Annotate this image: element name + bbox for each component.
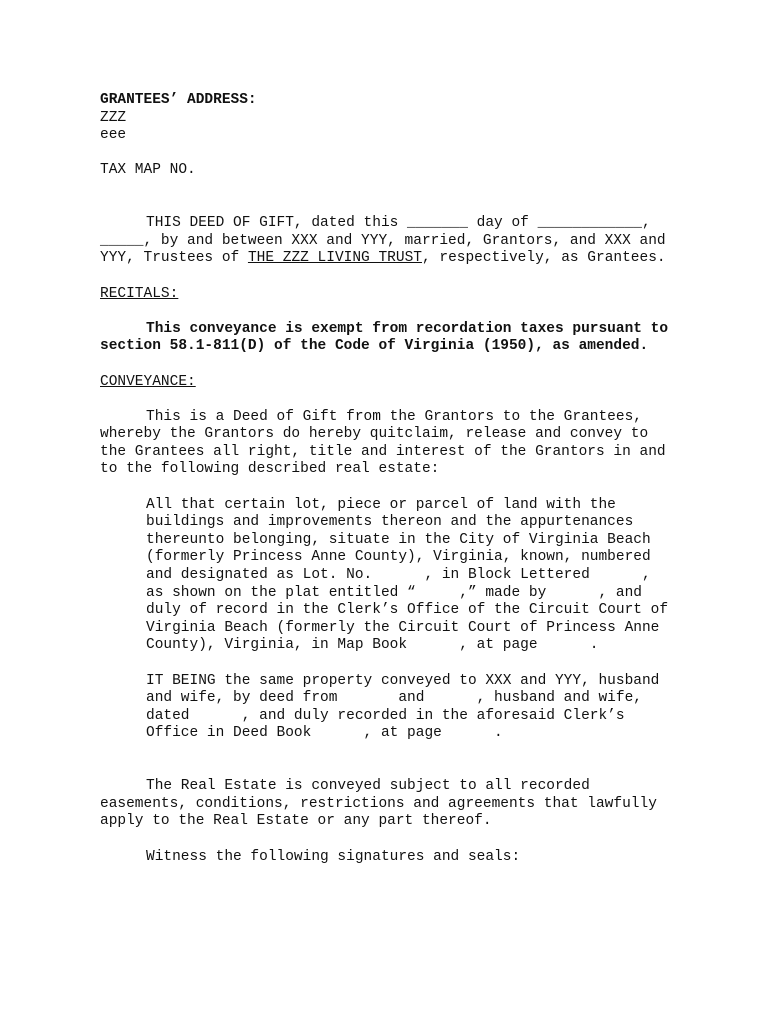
- description-line-3: thereunto belonging, situate in the City of Virginia Beach: [146, 531, 651, 548]
- conveyance-line-4: to the following described real estate:: [100, 461, 440, 478]
- being-line-2: and wife, by deed from and , husband and wife,: [146, 690, 642, 707]
- intro-line-2: _____, by and between XXX and YYY, married, Grantors, and XXX and: [100, 232, 666, 249]
- description-line-6: as shown on the plat entitled “ ,” made by , and: [146, 584, 642, 601]
- description-line-4: (formerly Princess Anne County), Virginia, known, numbered: [146, 549, 651, 566]
- description-line-7: duly of record in the Clerk’s Office of the Circuit Court of: [146, 602, 669, 619]
- description-line-1: All that certain lot, piece or parcel of land with the: [146, 496, 616, 513]
- description-line-8: Virginia Beach (formerly the Circuit Court of Princess Anne: [146, 619, 660, 636]
- conveyance-line-2: whereby the Grantors do hereby quitclaim, release and convey to: [100, 426, 649, 443]
- being-line-1: IT BEING the same property conveyed to XXX and YYY, husband: [146, 672, 660, 689]
- intro-line-3-pre: YYY, Trustees of: [100, 250, 248, 267]
- grantee-address-line-2: eee: [100, 127, 127, 144]
- intro-line-3: [100, 250, 700, 268]
- deed-document: [100, 92, 700, 866]
- subject-line-3: apply to the Real Estate or any part thereof.: [100, 813, 492, 830]
- grantee-address-line-1: ZZZ: [100, 109, 127, 126]
- grantees-address-label: GRANTEES’ ADDRESS:: [100, 92, 257, 108]
- conveyance-line-3: the Grantees all right, title and interest of the Grantors in and: [100, 443, 666, 460]
- being-line-3: dated , and duly recorded in the aforesaid Clerk’s: [146, 707, 625, 724]
- being-line-4: Office in Deed Book , at page .: [146, 725, 503, 742]
- recitals-heading: RECITALS:: [100, 285, 179, 302]
- recitals-line-2: section 58.1-811(D) of the Code of Virginia (1950), as amended.: [100, 338, 649, 355]
- description-line-9: County), Virginia, in Map Book , at page .: [146, 637, 599, 654]
- conveyance-line-1: This is a Deed of Gift from the Grantors to the Grantees,: [146, 408, 642, 425]
- description-line-5: and designated as Lot. No. , in Block Lettered ,: [146, 567, 651, 584]
- intro-line-3-post: , respectively, as Grantees.: [421, 250, 666, 267]
- subject-line-1: The Real Estate is conveyed subject to all recorded: [146, 778, 590, 795]
- tax-map-number: TAX MAP NO.: [100, 162, 196, 179]
- conveyance-heading: CONVEYANCE:: [100, 373, 196, 390]
- subject-line-2: easements, conditions, restrictions and agreements that lawfully: [100, 795, 657, 812]
- witness-line: Witness the following signatures and seals:: [146, 848, 521, 865]
- description-line-2: buildings and improvements thereon and the appurtenances: [146, 514, 634, 531]
- intro-line-1: THIS DEED OF GIFT, dated this _______ day of ____________,: [146, 215, 651, 232]
- recitals-line-1: This conveyance is exempt from recordation taxes pursuant to: [146, 320, 669, 337]
- trust-name: THE ZZZ LIVING TRUST: [247, 250, 422, 267]
